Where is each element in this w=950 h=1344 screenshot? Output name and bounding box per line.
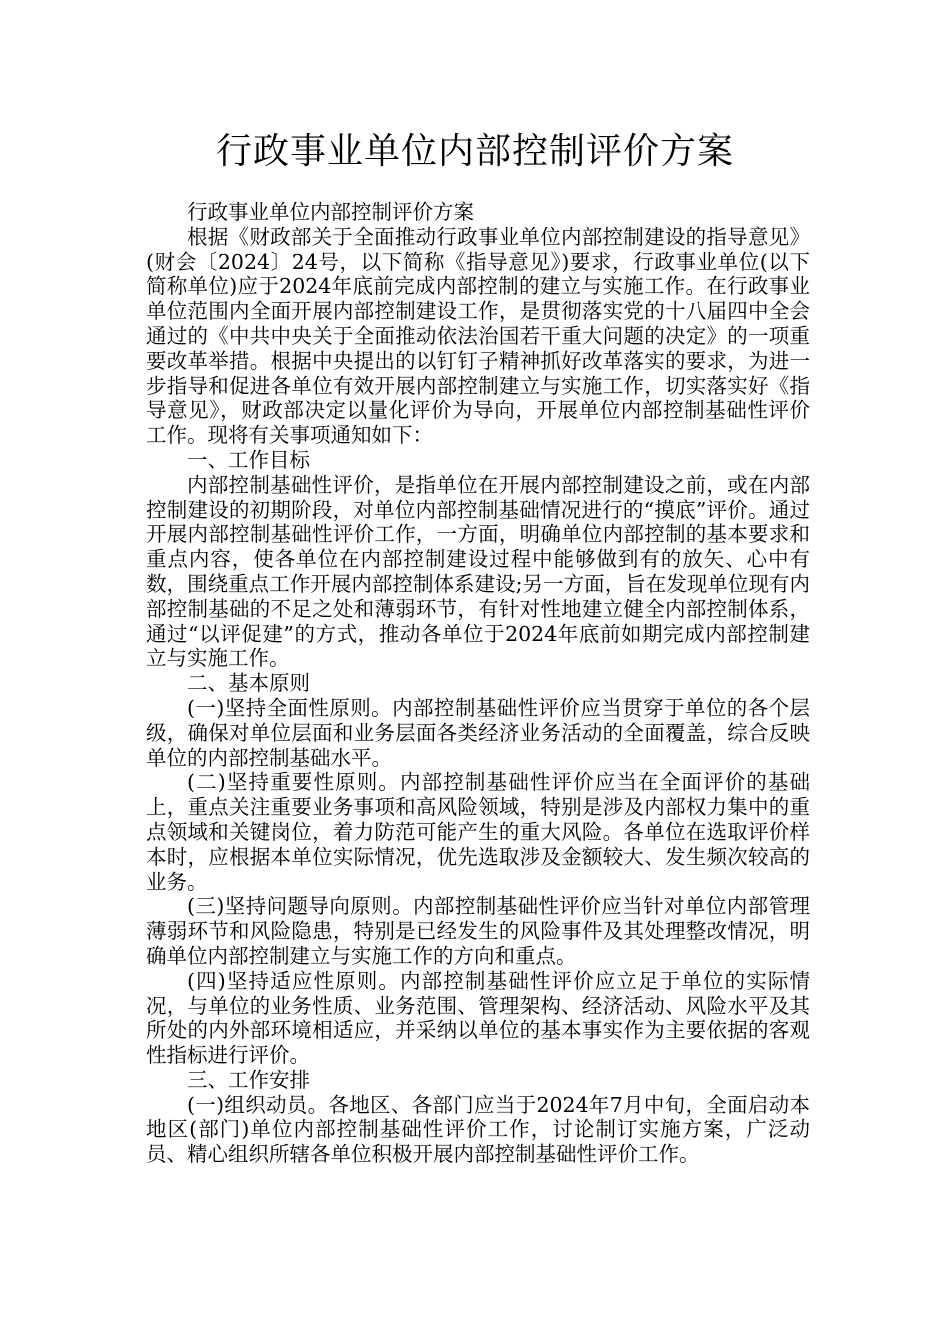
heading-basic-principles: 二、基本原则 (187, 671, 310, 696)
paragraph-principle-importance: (二)坚持重要性原则。内部控制基础性评价应当在全面评价的基础上，重点关注重要业务事项和高风险领域，特别是涉及内部权力集中的重点领域和关键岗位，着力防范可能产生的重大风险。各单位在选取评价样本时，应根据本单位实际情况，优先选取涉及金额较大、发生频次较高的业务。 (146, 770, 810, 894)
heading-work-goal: 一、工作目标 (187, 447, 310, 472)
paragraph-principle-comprehensive: (一)坚持全面性原则。内部控制基础性评价应当贯穿于单位的各个层级，确保对单位层面和业务层面各类经济业务活动的全面覆盖，综合反映单位的内部控制基础水平。 (146, 695, 810, 770)
paragraph-intro: 根据《财政部关于全面推动行政事业单位内部控制建设的指导意见》(财会〔2024〕24号，以下简称《指导意见》)要求，行政事业单位(以下简称单位)应于2024年底前完成内部控制的建立与实施工作。在行政事业单位范围内全面开展内部控制建设工作，是贯彻落实党的十八届四中全会通过的《中共中央关于全面推动依法治国若干重大问题的决定》的一项重要改革举措。根据中央提出的以钉钉子精神抓好改革落实的要求，为进一步指导和促进各单位有效开展内部控制建立与实施工作，切实落实好《指导意见》，财政部决定以量化评价为导向，开展单位内部控制基础性评价工作。现将有关事项通知如下： (146, 224, 810, 448)
document-body (146, 200, 810, 1167)
paragraph-subtitle: 行政事业单位内部控制评价方案 (187, 200, 474, 224)
heading-work-arrangement: 三、工作安排 (187, 1067, 310, 1092)
paragraph-principle-problem-oriented: (三)坚持问题导向原则。内部控制基础性评价应当针对单位内部管理薄弱环节和风险隐患，特别是已经发生的风险事件及其处理整改情况，明确单位内部控制建立与实施工作的方向和重点。 (146, 894, 810, 968)
document-title: 行政事业单位内部控制评价方案 (215, 131, 734, 172)
paragraph-work-goal: 内部控制基础性评价，是指单位在开展内部控制建设之前，或在内部控制建设的初期阶段，对单位内部控制基础情况进行的“摸底”评价。通过开展内部控制基础性评价工作，一方面，明确单位内部控制的基本要求和重点内容，使各单位在内部控制建设过程中能够做到有的放矢、心中有数，围绕重点工作开展内部控制体系建设;另一方面，旨在发现单位现有内部控制基础的不足之处和薄弱环节，有针对性地建立健全内部控制体系，通过“以评促建”的方式，推动各单位于2024年底前如期完成内部控制建立与实施工作。 (146, 472, 810, 671)
paragraph-principle-adaptability: (四)坚持适应性原则。内部控制基础性评价应立足于单位的实际情况，与单位的业务性质、业务范围、管理架构、经济活动、风险水平及其所处的内外部环境相适应，并采纳以单位的基本事实作为主要依据的客观性指标进行评价。 (146, 968, 810, 1068)
paragraph-mobilization: (一)组织动员。各地区、各部门应当于2024年7月中旬，全面启动本地区(部门)单位内部控制基础性评价工作，讨论制订实施方案，广泛动员、精心组织所辖各单位积极开展内部控制基础性评价工作。 (146, 1092, 810, 1167)
